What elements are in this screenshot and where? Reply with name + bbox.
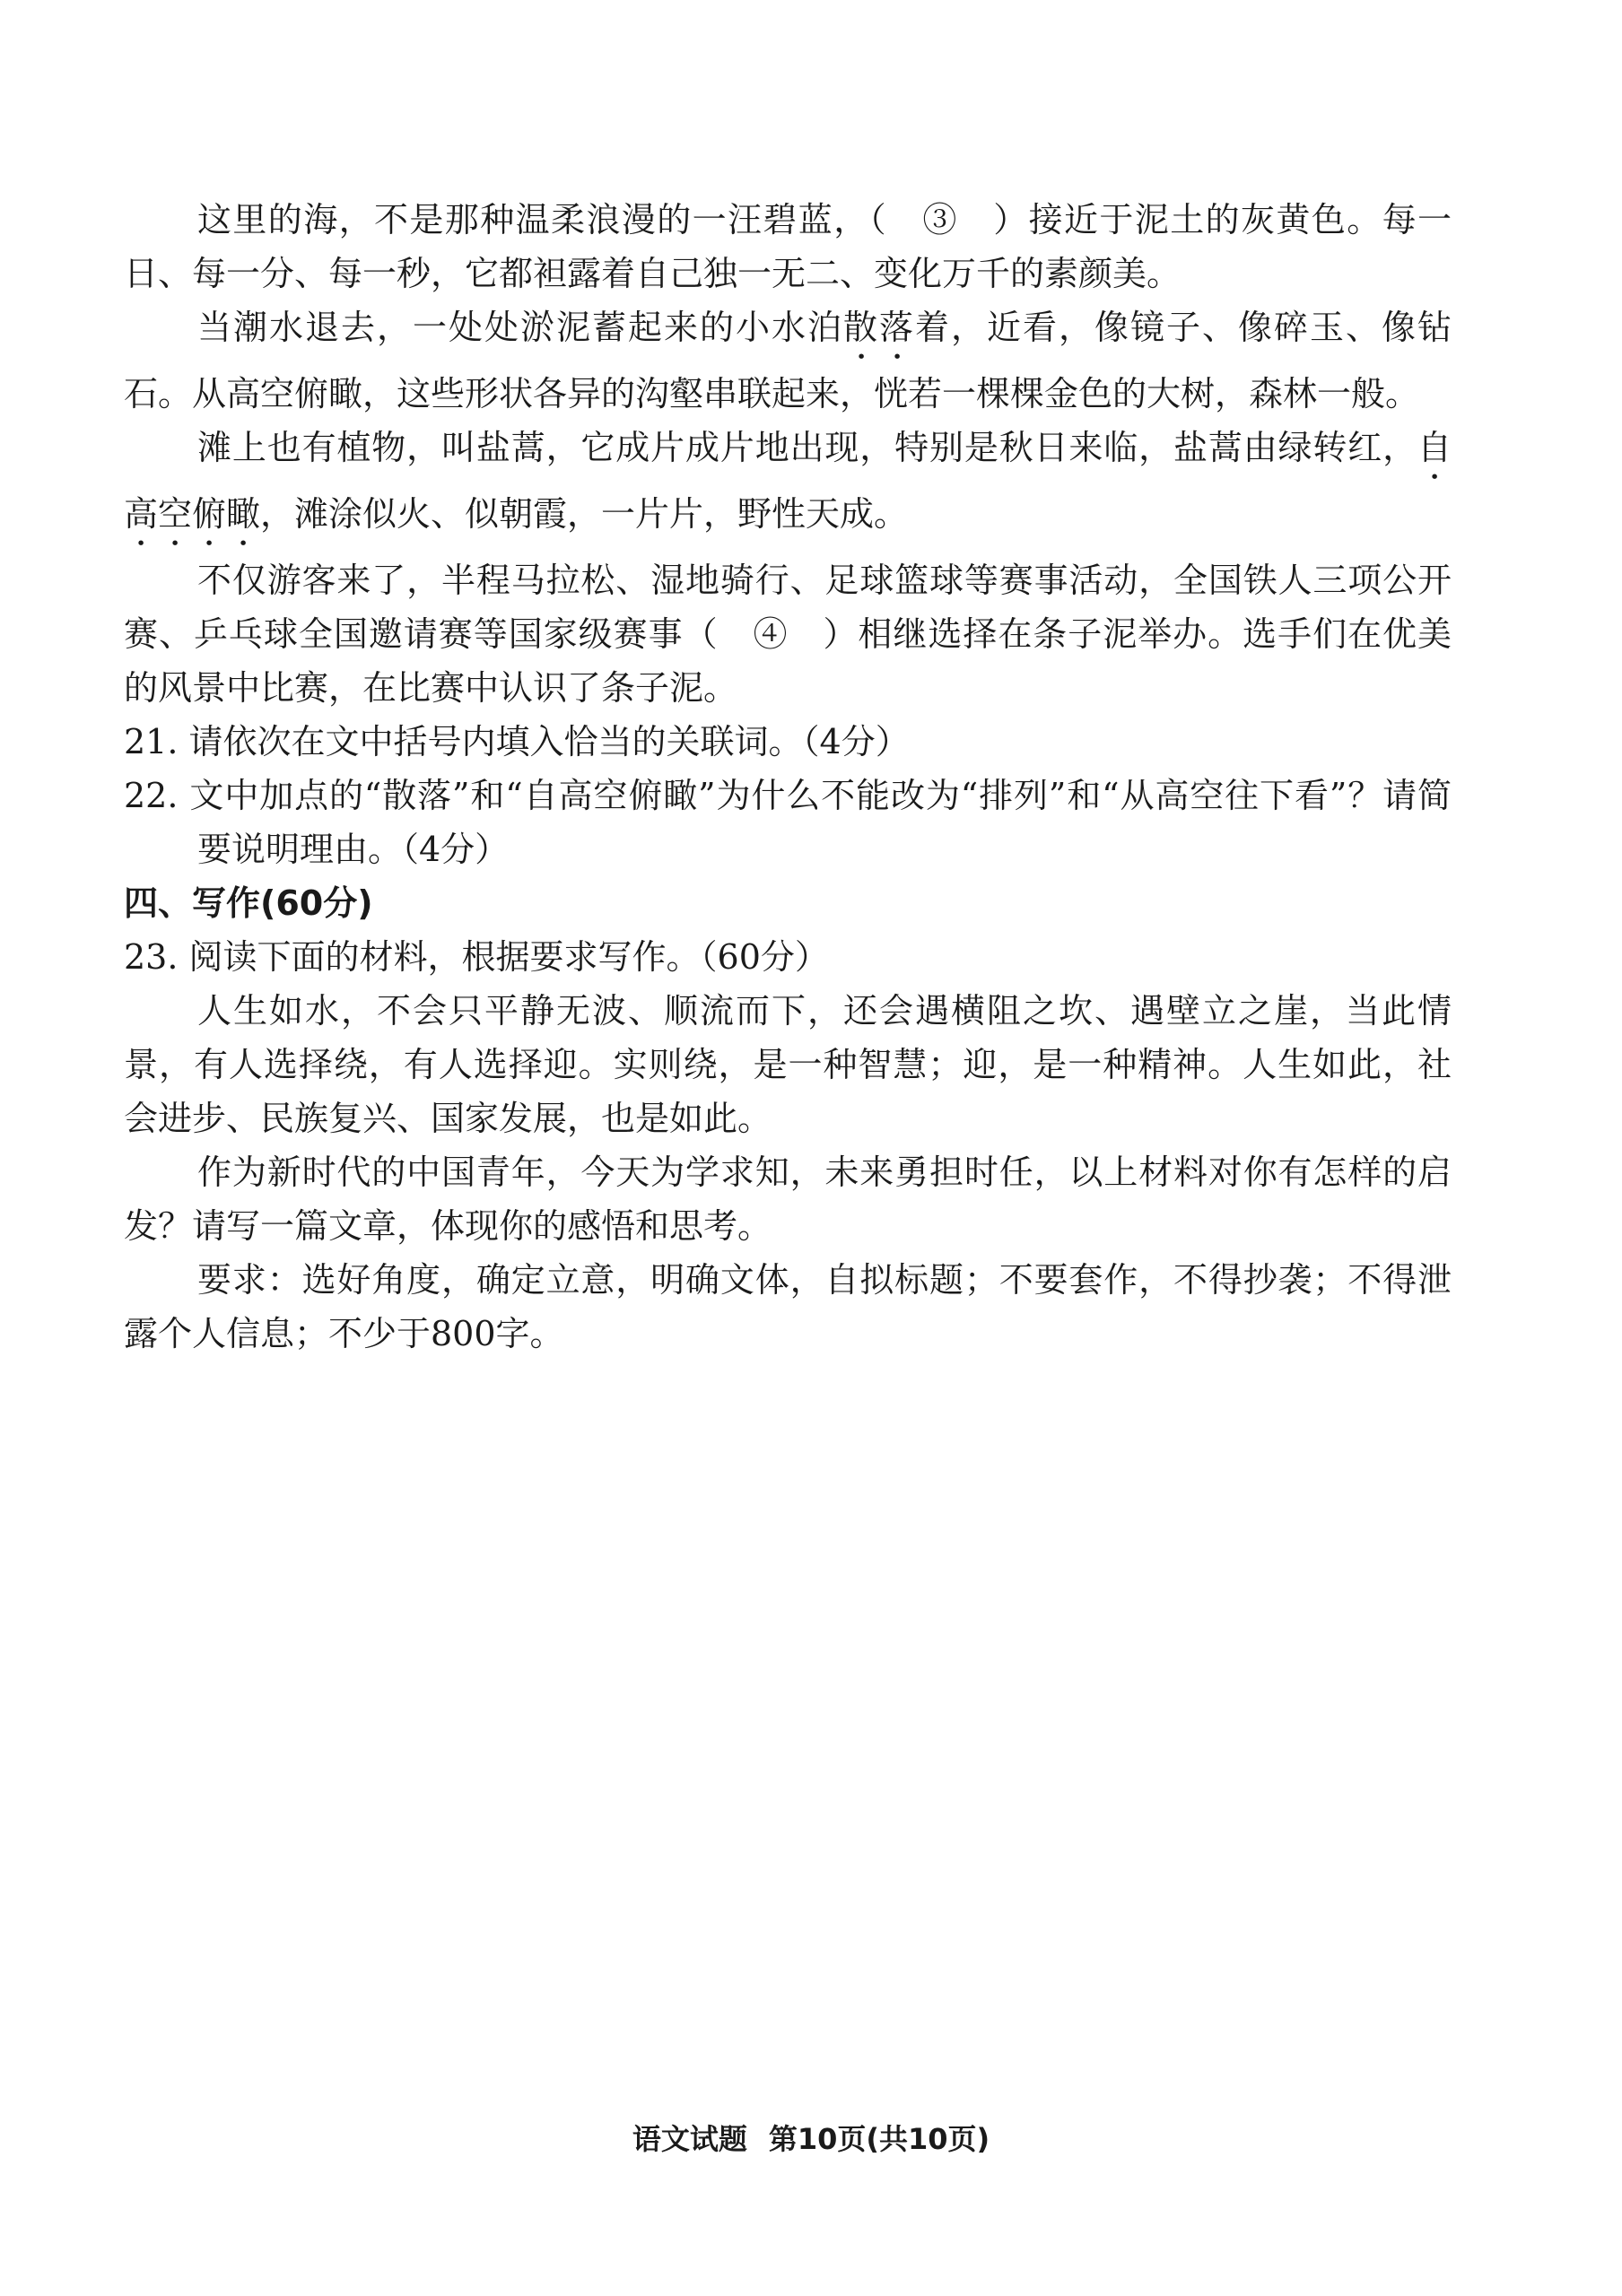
passage-paragraph-2-text-b: 着，近看，像镜子、像碎玉、像钻石。从高空俯瞰，这些形状各异的沟壑串联起来，恍若一棵棵金色的大树，森林一般。 xyxy=(124,308,1452,413)
dotted-phrase-zigaokong-fukan: 自高空俯瞰 xyxy=(124,428,1452,534)
passage-paragraph-3-text-b: ，滩涂似火、似朝霞，一片片，野性天成。 xyxy=(260,494,909,534)
writing-requirements: 要求：选好角度，确定立意，明确文体，自拟标题；不要套作，不得抄袭；不得泄露个人信息；不少于800字。 xyxy=(124,1260,1452,1353)
section-heading-writing: 四、写作(60分) xyxy=(124,883,373,923)
passage-paragraph-3-text-a: 滩上也有植物，叫盐蒿，它成片成片地出现，特别是秋日来临，盐蒿由绿转红， xyxy=(197,428,1417,467)
passage-paragraph-1: 这里的海，不是那种温柔浪漫的一汪碧蓝，（ ③ ）接近于泥土的灰黄色。每一日、每一分、每一秒，它都袒露着自己独一无二、变化万千的素颜美。 xyxy=(124,200,1452,293)
question-22: 22. 文中加点的“散落”和“自高空俯瞰”为什么不能改为“排列”和“从高空往下看”？请简要说明理由。（4分） xyxy=(124,776,1452,869)
page-content xyxy=(124,193,1452,1361)
passage-paragraph-3 xyxy=(124,421,1452,553)
question-23: 23. 阅读下面的材料，根据要求写作。（60分） xyxy=(124,937,829,977)
dotted-word-sanluo: 散落 xyxy=(842,308,915,347)
page-footer xyxy=(0,2117,1622,2158)
writing-material-2: 作为新时代的中国青年，今天为学求知，未来勇担时任，以上材料对你有怎样的启发？请写一篇文章，体现你的感悟和思考。 xyxy=(124,1152,1452,1246)
passage-paragraph-4: 不仅游客来了，半程马拉松、湿地骑行、足球篮球等赛事活动，全国铁人三项公开赛、乒乓球全国邀请赛等国家级赛事（ ④ ）相继选择在条子泥举办。选手们在优美的风景中比赛，在比赛中认识了条子泥。 xyxy=(124,561,1452,708)
writing-material-1: 人生如水，不会只平静无波、顺流而下，还会遇横阻之坎、遇壁立之崖，当此情景，有人选择绕，有人选择迎。实则绕，是一种智慧；迎，是一种精神。人生如此，社会进步、民族复兴、国家发展，也是如此。 xyxy=(124,991,1452,1138)
footer-subject: 语文试题 xyxy=(632,2122,747,2156)
footer-page-number: 第10页(共10页) xyxy=(768,2122,990,2156)
question-21: 21. 请依次在文中括号内填入恰当的关联词。（4分） xyxy=(124,722,910,761)
passage-paragraph-2 xyxy=(124,300,1452,421)
passage-paragraph-2-text-a: 当潮水退去，一处处淤泥蓄起来的小水泊 xyxy=(197,308,843,347)
